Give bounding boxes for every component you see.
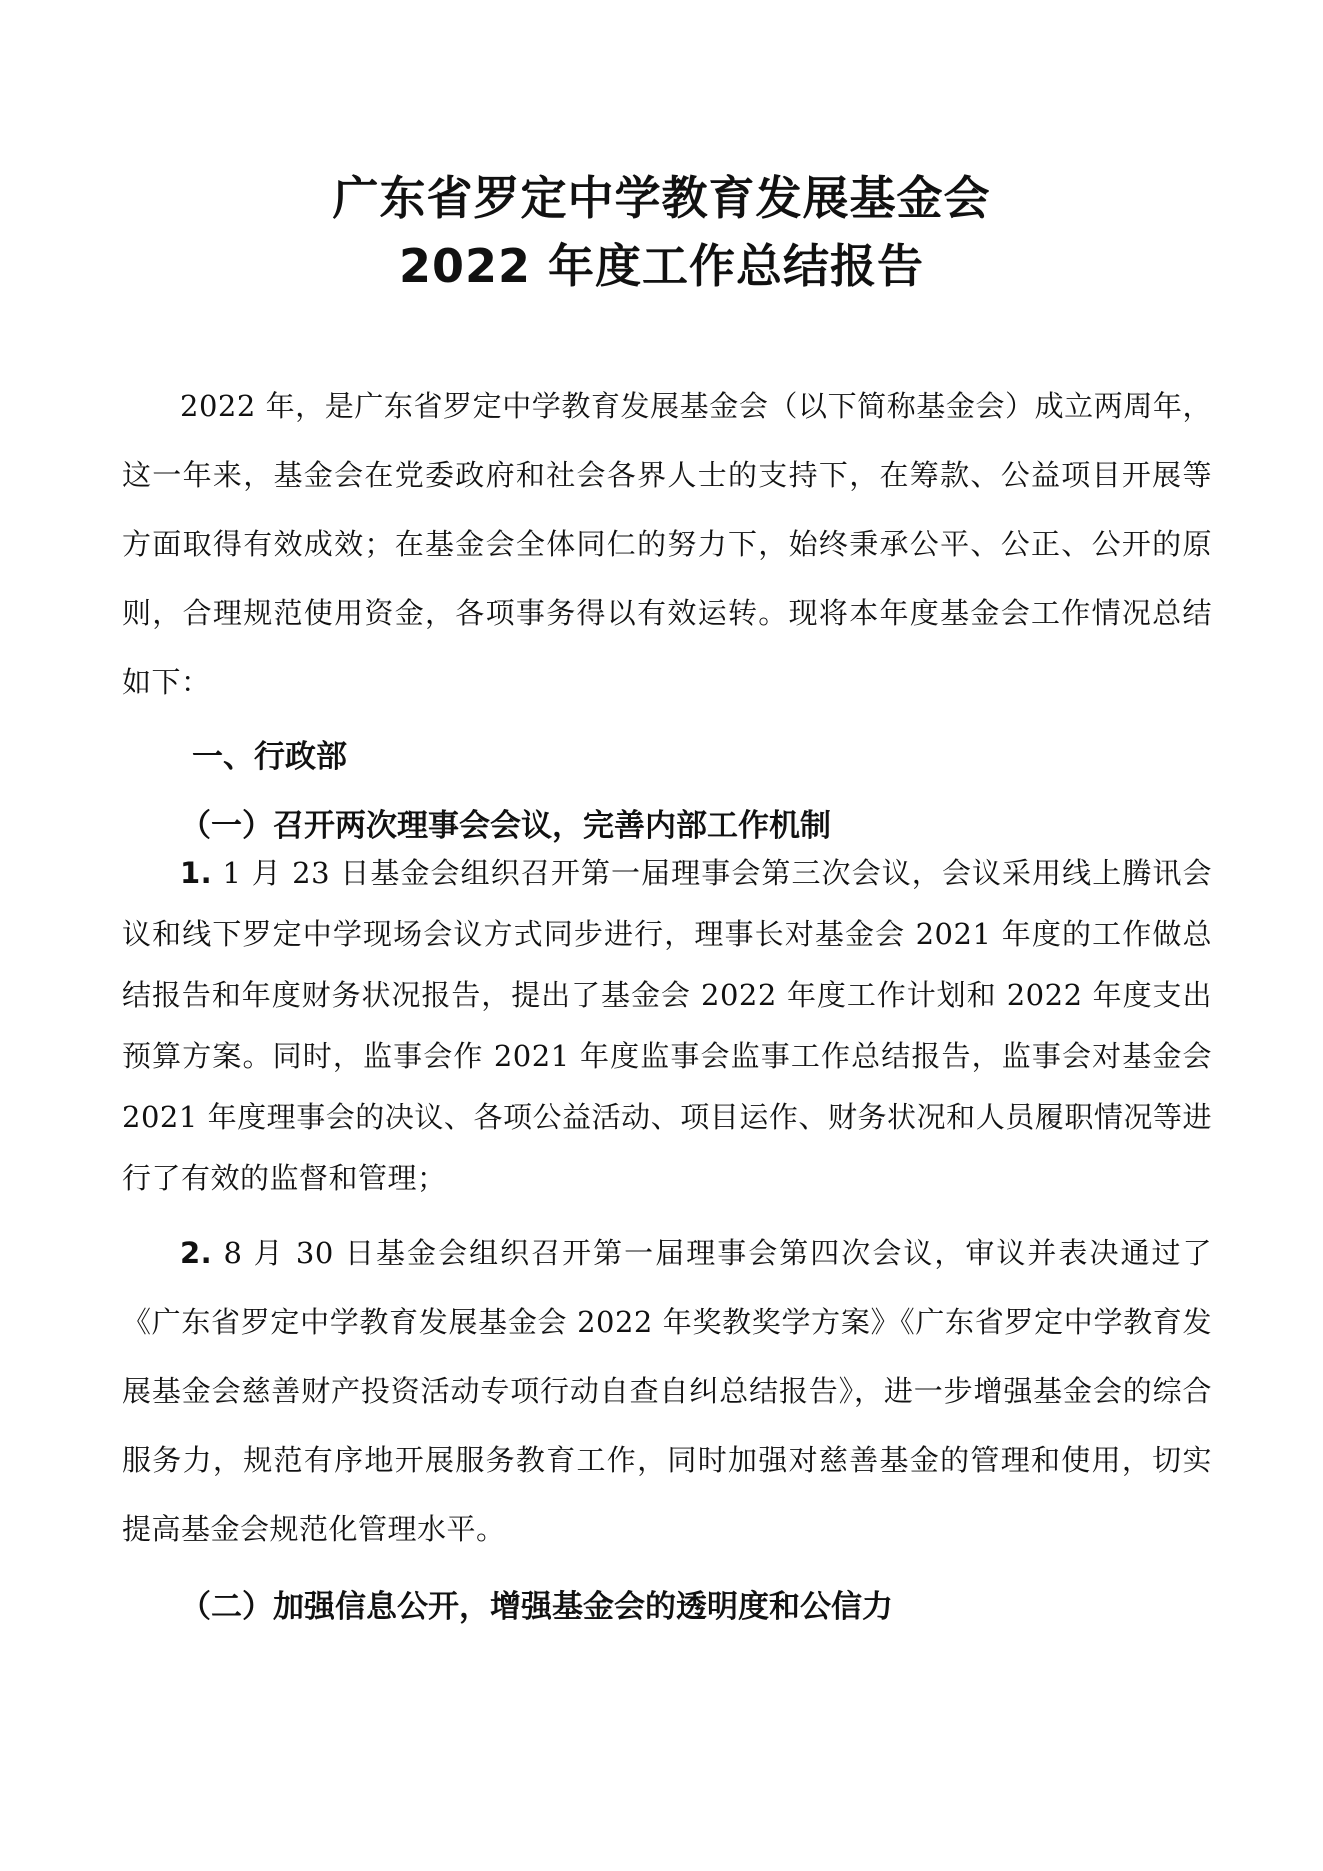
document-title-line2: 2022 年度工作总结报告	[398, 239, 925, 293]
list-item-1	[122, 843, 1212, 1209]
list-item-2	[122, 1219, 1212, 1564]
section-heading-administration: 一、行政部	[192, 739, 347, 775]
list-item-text: 1 月 23 日基金会组织召开第一届理事会第三次会议，会议采用线上腾讯会议和线下罗定中学现场会议方式同步进行，理事长对基金会 2021 年度的工作做总结报告和年度财务状况报告，提出了基金会 2022 年度工作计划和 2022 年度支出预算方案。同时，监事会作 2021 年度监事会监事工作总结报告，监事会对基金会 2021 年度理事会的决议、各项公益活动、项目运作、财务状况和人员履职情况等进行了有效的监督和管理；	[122, 856, 1212, 1195]
document-title-line1: 广东省罗定中学教育发展基金会	[332, 171, 991, 225]
subsection-heading-transparency: （二）加强信息公开，增强基金会的透明度和公信力	[180, 1589, 893, 1625]
list-item-number: 2.	[180, 1236, 213, 1270]
list-item-number: 1.	[180, 856, 213, 890]
intro-paragraph: 2022 年，是广东省罗定中学教育发展基金会（以下简称基金会）成立两周年，这一年来，基金会在党委政府和社会各界人士的支持下，在筹款、公益项目开展等方面取得有效成效；在基金会全体同仁的努力下，始终秉承公平、公正、公开的原则，合理规范使用资金，各项事务得以有效运转。现将本年度基金会工作情况总结如下：	[122, 389, 1212, 699]
subsection-heading-council-meetings: （一）召开两次理事会会议，完善内部工作机制	[180, 808, 831, 844]
list-item-text: 8 月 30 日基金会组织召开第一届理事会第四次会议，审议并表决通过了《广东省罗定中学教育发展基金会 2022 年奖教奖学方案》《广东省罗定中学教育发展基金会慈善财产投资活动专项行动自查自纠总结报告》，进一步增强基金会的综合服务力，规范有序地开展服务教育工作，同时加强对慈善基金的管理和使用，切实提高基金会规范化管理水平。	[122, 1236, 1212, 1546]
